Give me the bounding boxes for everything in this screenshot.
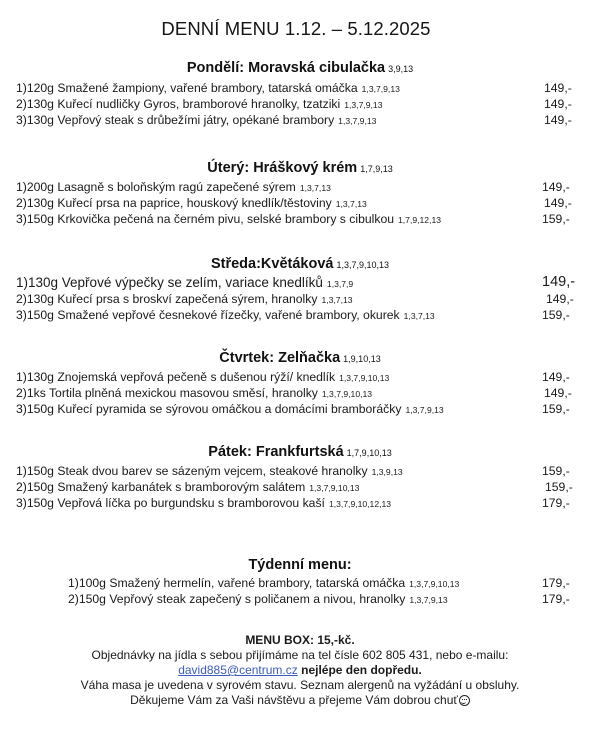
allergens: 1,3,7,9,13: [409, 595, 448, 605]
price: 149,-: [544, 81, 572, 95]
allergens: 1,3,7,13: [299, 183, 331, 193]
allergens: 1,3,9,13: [371, 467, 403, 477]
smiley-icon: [459, 695, 470, 706]
soup-allergens: 1,9,10,13: [343, 354, 381, 364]
weekly-heading: Týdenní menu:: [248, 557, 352, 573]
soup-allergens: 3,9,13: [388, 64, 414, 74]
menu-item: 2)1ks Tortila plněná mexickou masovou směsí, hranolky 1,3,7,9,10,13 149,-: [16, 386, 572, 400]
thanks-note: Děkujeme Vám za Vaši návštěvu a přejeme Vám dobrou chuť: [0, 693, 600, 708]
price: 159,-: [545, 480, 573, 494]
allergens: 1,3,7,9,10,13: [309, 483, 360, 493]
menu-item: 3)150g Smažené vepřové česnekové řízečky, vařené brambory, okurek 1,3,7,13 159,-: [16, 308, 570, 322]
menu-item: 3)150g Krkovička pečená na černém pivu, selské brambory s cibulkou 1,7,9,12,13 159,-: [16, 212, 570, 226]
allergens: 1,3,7,9,10,13: [409, 579, 460, 589]
price: 149,-: [542, 370, 570, 384]
price: 159,-: [542, 464, 570, 478]
email-link[interactable]: david885@centrum.cz: [178, 663, 298, 677]
advance-note: nejlépe den dopředu.: [301, 663, 422, 677]
soup-allergens: 1,3,7,9,10,13: [336, 260, 390, 270]
day-heading: Pondělí: Moravská cibulačka 3,9,13: [186, 60, 414, 76]
allergens: 1,3,7,9,13: [405, 405, 444, 415]
orders-note: Objednávky na jídla s sebou přijímáme na tel čísle 602 805 431, nebo e-mailu:: [91, 648, 509, 662]
allergens: 1,7,9,12,13: [398, 215, 442, 225]
price: 179,-: [542, 592, 570, 606]
menu-item: 1)100g Smažený hermelín, vařené brambory, tatarská omáčka 1,3,7,9,10,13 179,-: [68, 576, 570, 590]
menu-item: 3)130g Vepřový steak s drůbežími játry, opékané brambory 1,3,7,9,13 149,-: [16, 113, 572, 127]
allergens: 1,3,7,9,13: [338, 116, 377, 126]
allergens: 1,3,7,9,10,12,13: [328, 499, 392, 509]
menu-item: 2)130g Kuřecí prsa na paprice, houskový knedlík/těstoviny 1,3,7,13 149,-: [16, 196, 572, 210]
allergens: 1,3,7,9: [326, 279, 354, 289]
allergens: 1,3,7,13: [403, 311, 435, 321]
price: 149,-: [544, 386, 572, 400]
menu-box-note: MENU BOX: 15,-kč.: [245, 633, 355, 647]
price: 149,-: [544, 97, 572, 111]
day-heading: Pátek: Frankfurtská 1,7,9,10,13: [208, 444, 392, 460]
allergens: 1,3,7,9,13: [344, 100, 383, 110]
price: 149,-: [542, 180, 570, 194]
weight-note: Váha masa je uvedena v syrovém stavu. Seznam alergenů na vyžádání u obsluhy.: [80, 678, 520, 692]
menu-item: 1)120g Smažené žampiony, vařené brambory, tatarská omáčka 1,3,7,9,13 149,-: [16, 81, 572, 95]
menu-item: 1)130g Vepřové výpečky se zelím, variace knedlíků 1,3,7,9 149,-: [16, 274, 576, 290]
menu-item: 3)150g Vepřová líčka po burgundsku s bramborovou kaší 1,3,7,9,10,12,13 179,-: [16, 496, 570, 510]
menu-item: 1)150g Steak dvou barev se sázeným vejcem, steakové hranolky 1,3,9,13 159,-: [16, 464, 570, 478]
price: 159,-: [542, 402, 570, 416]
menu-item: 3)150g Kuřecí pyramida se sýrovou omáčkou a domácími bramboráčky 1,3,7,9,13 159,-: [16, 402, 570, 416]
menu-item: 2)150g Vepřový steak zapečený s poličanem a nivou, hranolky 1,3,7,9,13 179,-: [68, 592, 570, 606]
price: 179,-: [542, 576, 570, 590]
menu-item: 1)200g Lasagně s boloňským ragú zapečené sýrem 1,3,7,13 149,-: [16, 180, 570, 194]
price: 159,-: [542, 308, 570, 322]
email-line: [0, 663, 600, 678]
price: 159,-: [542, 212, 570, 226]
allergens: 1,3,7,9,13: [361, 84, 400, 94]
menu-item: 1)130g Znojemská vepřová pečeně s dušenou rýží/ knedlík 1,3,7,9,10,13 149,-: [16, 370, 570, 384]
soup-allergens: 1,7,9,10,13: [346, 448, 392, 458]
allergens: 1,3,7,9,10,13: [321, 389, 373, 399]
price: 149,-: [544, 196, 572, 210]
menu-item: 2)150g Smažený karbanátek s bramborovým salátem 1,3,7,9,10,13 159,-: [16, 480, 573, 494]
price: 149,-: [542, 274, 576, 290]
page-title: DENNÍ MENU 1.12. – 5.12.2025: [161, 18, 431, 39]
allergens: 1,3,7,13: [321, 295, 353, 305]
soup-allergens: 1,7,9,13: [360, 164, 393, 174]
menu-item: 2)130g Kuřecí nudličky Gyros, bramborové hranolky, tzatziki 1,3,7,9,13 149,-: [16, 97, 572, 111]
day-heading: Čtvrtek: Zelňačka 1,9,10,13: [219, 350, 381, 366]
price: 179,-: [542, 496, 570, 510]
allergens: 1,3,7,9,10,13: [339, 373, 390, 383]
day-heading: Úterý: Hráškový krém 1,7,9,13: [207, 160, 393, 176]
price: 149,-: [546, 292, 574, 306]
day-heading: Středa:Květáková 1,3,7,9,10,13: [210, 256, 390, 272]
menu-item: 2)130g Kuřecí prsa s broskví zapečená sýrem, hranolky 1,3,7,13 149,-: [16, 292, 574, 306]
allergens: 1,3,7,13: [335, 199, 367, 209]
price: 149,-: [544, 113, 572, 127]
